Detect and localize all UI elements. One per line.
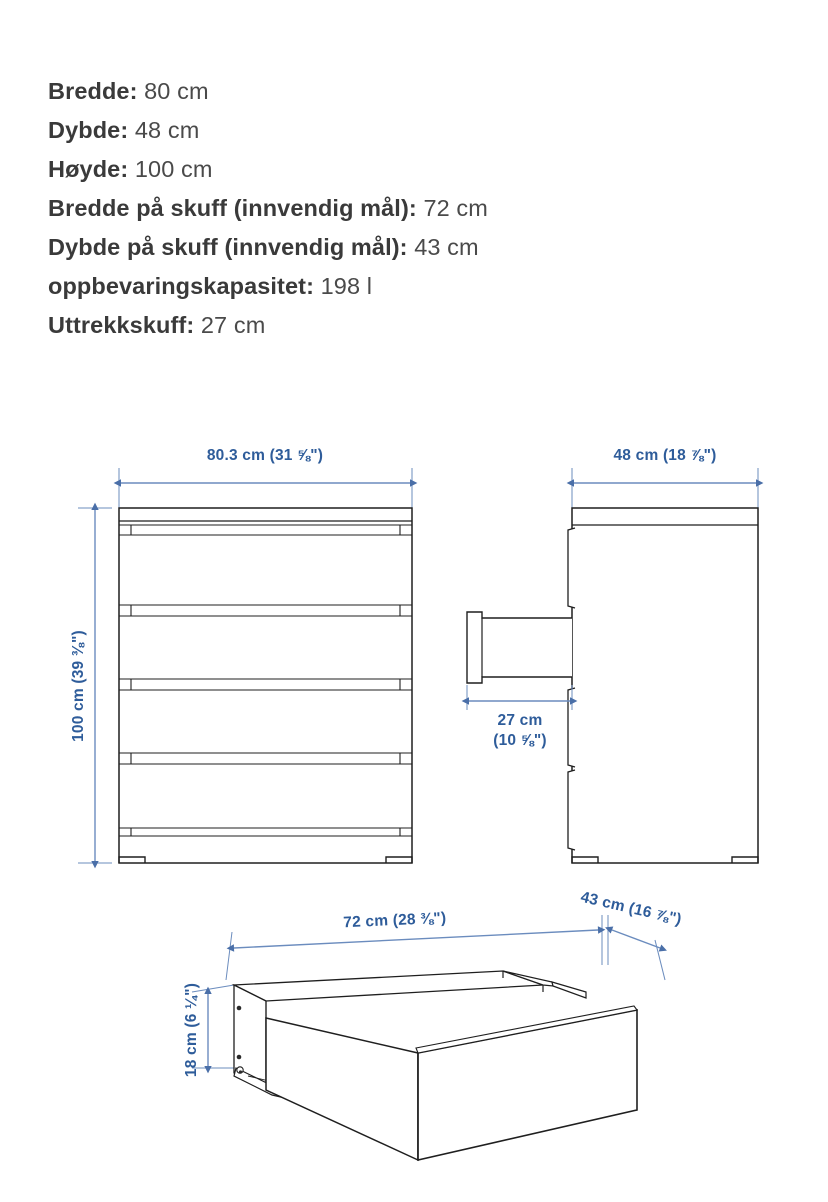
front-width-label: 80.3 cm (31 ⅝") <box>206 447 324 464</box>
spec-value: 48 cm <box>134 117 200 143</box>
drawer-left-top-rail <box>234 971 543 1001</box>
specification-list <box>48 72 788 345</box>
front-view-group <box>70 447 412 863</box>
spec-label: Bredde: <box>48 78 138 104</box>
technical-drawing <box>0 420 828 1180</box>
drawer-box <box>234 971 637 1160</box>
side-depth-label: 48 cm (18 ⅞") <box>613 447 717 464</box>
spec-label: Dybde på skuff (innvendig mål): <box>48 234 408 260</box>
pullout-label-line1: 27 cm <box>497 712 543 729</box>
drawer-width-label: 72 cm (28 ⅜") <box>342 909 447 932</box>
spec-value: 80 cm <box>144 78 209 104</box>
runner-wheel-hub-icon <box>239 1070 242 1073</box>
front-height-label: 100 cm (39 ⅜") <box>70 630 87 742</box>
drawer-width-dimension <box>226 910 602 980</box>
spec-label: oppbevaringskapasitet: <box>48 273 314 299</box>
drawer-right-rail <box>552 982 586 998</box>
side-view-group <box>467 447 758 863</box>
chest-body-outline <box>119 508 412 863</box>
front-height-dimension <box>70 508 112 863</box>
drawer-depth-dimension <box>579 889 683 980</box>
drawer-front-panel <box>418 1010 637 1160</box>
dimension-diagram-svg <box>0 420 828 1180</box>
spec-value: 100 cm <box>134 156 213 182</box>
drawer-front-panel-left <box>266 1018 418 1160</box>
spec-value: 198 l <box>320 273 373 299</box>
pullout-dimension <box>467 685 572 749</box>
side-body-outline <box>572 508 758 863</box>
fixing-dot-icon <box>237 1006 242 1011</box>
spec-row-dybde <box>48 111 788 150</box>
drawer-height-label: 18 cm (6 ¼") <box>183 982 200 1078</box>
spec-row-bredde-skuff <box>48 189 788 228</box>
side-depth-dimension <box>572 447 758 515</box>
spec-label: Høyde: <box>48 156 129 182</box>
pullout-label-line2: (10 ⅝") <box>493 732 547 749</box>
side-pulled-out-drawer <box>467 612 572 683</box>
spec-value: 27 cm <box>200 312 266 338</box>
spec-label: Bredde på skuff (innvendig mål): <box>48 195 417 221</box>
drawer-perspective-group <box>183 889 683 1160</box>
spec-row-oppbevaringskapasitet <box>48 267 788 306</box>
front-width-dimension <box>119 447 412 515</box>
drawer-depth-label: 43 cm (16 ⅞") <box>578 888 684 929</box>
spec-label: Dybde: <box>48 117 129 143</box>
fixing-dot-icon <box>237 1055 242 1060</box>
side-drawer-front-1 <box>568 528 575 608</box>
spec-label: Uttrekkskuff: <box>48 312 195 338</box>
spec-row-dybde-skuff <box>48 228 788 267</box>
drawer-height-dimension <box>183 983 234 1077</box>
side-drawer-front-4 <box>568 770 575 850</box>
spec-value: 72 cm <box>423 195 488 221</box>
spec-row-uttrekkskuff <box>48 306 788 345</box>
spec-row-bredde <box>48 72 788 111</box>
spec-value: 43 cm <box>414 234 479 260</box>
spec-row-hoyde <box>48 150 788 189</box>
